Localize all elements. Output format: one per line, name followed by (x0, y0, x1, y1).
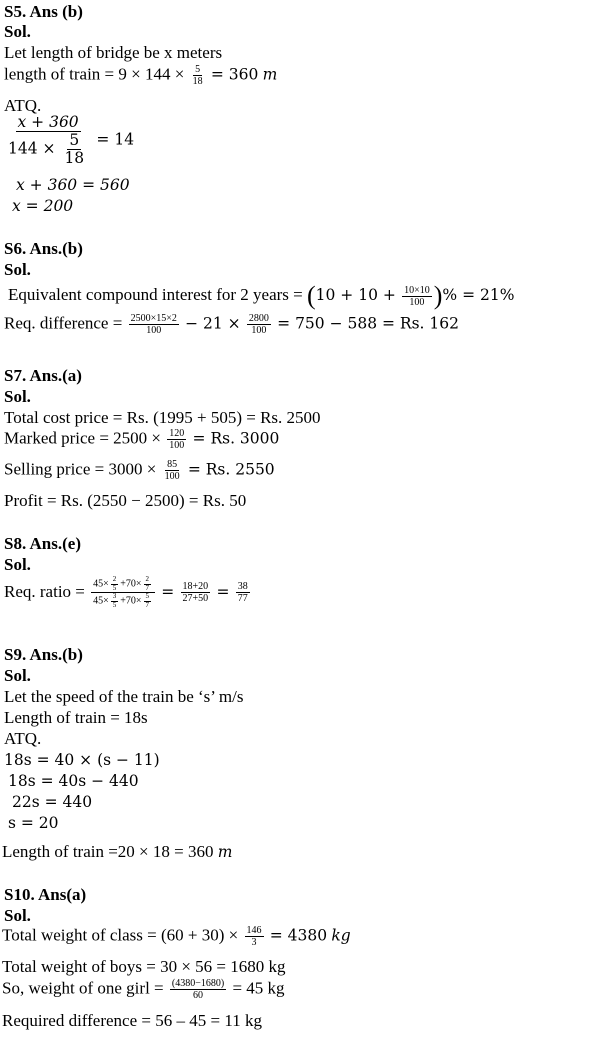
s7-line3: Selling price = 3000 × $\frac{85}{100}$ = Rs. 2550 (4, 459, 275, 482)
s7-line4: Profit = Rs. (2550 − 2500) = Rs. 50 (4, 491, 247, 510)
s9-line6: 22s = 440 (12, 793, 93, 811)
fraction: $\frac{38}{77}$ (237, 581, 248, 605)
s9-line1: Let the speed of the train be ‘s’ m/s (4, 687, 244, 706)
s5-fraction-eq: x + 360 144 × $\frac{5}{18}$ = 14 (8, 113, 135, 168)
s6-line1: Equivalent compound interest for 2 years = (10 + 10 + $\frac{10\times 10}{100}$ )% = 21% (8, 281, 515, 310)
s6-sol: Sol. (4, 260, 31, 279)
s7-line2: Marked price = 2500 × $\frac{120}{100}$ = Rs. 3000 (4, 428, 280, 451)
s6-heading: S6. Ans.(b) (4, 239, 83, 258)
s10-heading: S10. Ans(a) (4, 885, 87, 904)
s9-line2: Length of train = 18s (4, 708, 148, 727)
s5-line1: Let length of bridge be x meters (4, 43, 223, 62)
s5-sol: Sol. (4, 22, 31, 41)
s7-heading: S7. Ans.(a) (4, 366, 82, 385)
s10-line3: So, weight of one girl = $\frac{(4380-1680)}{60}$ = 45 kg (2, 978, 285, 1001)
fraction: $\frac{5}{18}$ (192, 64, 203, 87)
s5-heading: S5. Ans (b) (4, 2, 83, 21)
s8-heading: S8. Ans.(e) (4, 534, 81, 553)
s10-line1: Total weight of class = (60 + 30) × $\frac{146}{3}$ = 4380 kg (2, 925, 351, 948)
s10-sol: Sol. (4, 906, 31, 925)
s9-line7: s = 20 (8, 814, 59, 832)
s9-sol: Sol. (4, 666, 31, 685)
s9-line8: Length of train =20 × 18 = 360 m (2, 842, 233, 861)
fraction: $\frac{10\times 10}{100}$ (404, 284, 430, 308)
s9-line5: 18s = 40s − 440 (8, 772, 139, 790)
s5-line4: x + 360 = 560 (16, 176, 130, 194)
s5-line5: x = 200 (12, 197, 74, 215)
s9-atq: ATQ. (4, 729, 42, 748)
fraction: $\frac{(4380-1680)}{60}$ (171, 978, 225, 1001)
fraction: $\frac{146}{3}$ (246, 925, 262, 948)
s6-line2: Req. difference = $\frac{2500\times 15\times 2}{100}$ − 21 × $\frac{2800}{100}$ = 750 − 588 = Rs. 162 (4, 313, 459, 336)
s5-atq: ATQ. (4, 96, 42, 115)
fraction: x + 360 144 × $\frac{5}{18}$ (8, 113, 85, 168)
s8-sol: Sol. (4, 555, 31, 574)
s8-ratio: Req. ratio = 45× $\frac{2}{5}$ +70× $\frac{2}{7}$ 45× $\frac{3}{5}$ +70× $\frac{5}{7}$ = $\frac{18+20}{27+50}$ = $\frac{38}{77}$ (4, 575, 248, 610)
fraction: $\frac{85}{100}$ (164, 459, 180, 482)
fraction: 45× $\frac{2}{5}$ +70× $\frac{2}{7}$ 45× $\frac{3}{5}$ +70× $\frac{5}{7}$ (91, 576, 155, 610)
fraction: $\frac{2500\times 15\times 2}{100}$ (130, 313, 177, 336)
fraction: $\frac{18+20}{27+50}$ (182, 581, 209, 605)
s9-line4: 18s = 40 × (s − 11) (4, 751, 160, 769)
s10-line4: Required difference = 56 – 45 = 11 kg (2, 1011, 262, 1030)
s9-heading: S9. Ans.(b) (4, 645, 83, 664)
s7-line1: Total cost price = Rs. (1995 + 505) = Rs. 2500 (4, 408, 321, 427)
fraction: $\frac{2800}{100}$ (248, 313, 269, 336)
s5-line2: length of train = 9 × 144 × $\frac{5}{18}$ = 360 m (4, 64, 278, 87)
s7-sol: Sol. (4, 387, 31, 406)
fraction: $\frac{120}{100}$ (169, 428, 185, 451)
s10-line2: Total weight of boys = 30 × 56 = 1680 kg (2, 957, 286, 976)
